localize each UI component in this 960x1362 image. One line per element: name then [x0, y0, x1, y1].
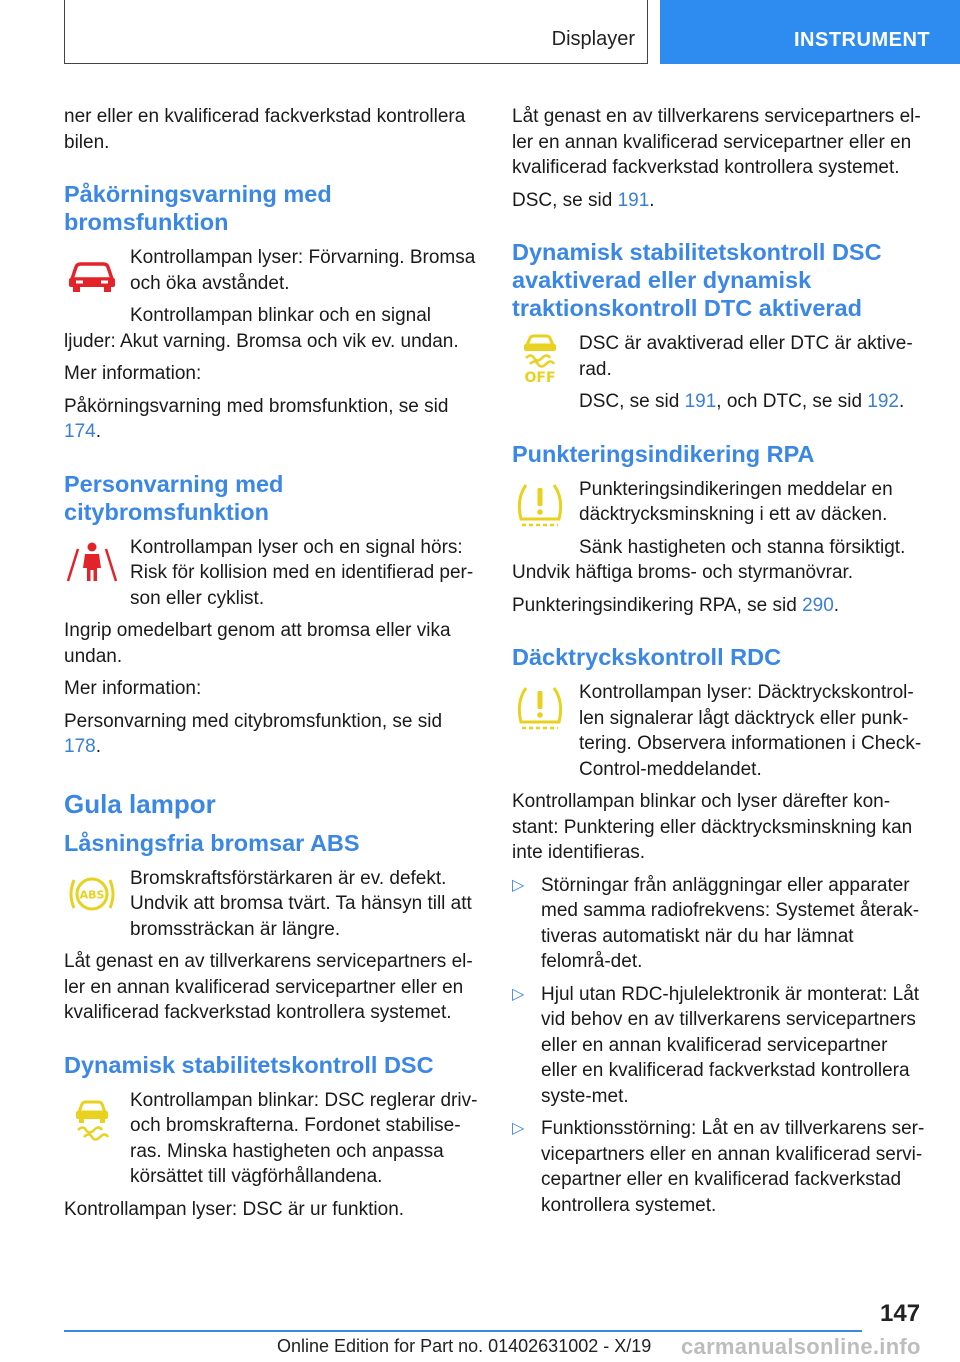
tire-pressure-warning-icon: [512, 479, 568, 531]
list-item-text: Störningar från anläggningar eller apparater med samma radiofrekvens: Systemet återak-tiveras automatiskt när du har lämnat felområ-det.: [541, 874, 920, 972]
paragraph-text: DSC, se sid: [512, 189, 618, 211]
section-title: Däcktryckskontroll RDC: [512, 644, 782, 670]
section-title: Påkörningsvarning med bromsfunktion: [64, 181, 332, 235]
page-reference-link[interactable]: 178: [64, 736, 96, 757]
paragraph: Kontrollampan blinkar: DSC reglerar driv- och bromskrafterna. Fordonet stabilise-ras. Minska hastigheten och anpassa körsättet till vägförhållandena.: [130, 1089, 478, 1187]
paragraph: Kontrollampan lyser: Förvarning. Bromsa och öka avståndet.: [130, 247, 476, 294]
header-section-box: [64, 0, 648, 64]
page-number: 147: [880, 1300, 921, 1327]
paragraph: Låt genast en av tillverkarens servicepartners el-ler en annan kvalificerad servicepartner eller en kvalificerad fackverkstad kontrollera systemet.: [64, 951, 473, 1023]
triangle-bullet-icon: ▷: [512, 985, 525, 1003]
triangle-bullet-icon: ▷: [512, 1120, 525, 1137]
collision-warning-car-icon: [64, 247, 120, 299]
paragraph: Punkteringsindikeringen meddelar en däcktrycksminskning i ett av däcken.: [579, 478, 893, 525]
section-title: Dynamisk stabilitetskontroll DSC: [64, 1051, 434, 1078]
svg-text:ABS: ABS: [79, 888, 105, 901]
paragraph: Kontrollampan lyser: Däcktryckskontrol-len signalerar lågt däcktryck eller punk-tering. Observera informationen i Check-Control-meddelandet.: [579, 682, 922, 780]
page-reference-link[interactable]: 174: [64, 421, 96, 442]
paragraph-with-links: DSC, se sid 191, och DTC, se sid 192.: [579, 391, 905, 412]
abs-warning-icon: [64, 868, 120, 920]
warning-entry: [512, 680, 928, 782]
paragraph-with-link: Påkörningsvarning med bromsfunktion, se sid 174.: [64, 395, 449, 442]
list-item-text: Funktionsstörning: Låt en av tillverkarens ser-vicepartners eller en annan kvalificerad servi-cepartner eller en kvalificerad fackverkstad kontrollera systemet.: [541, 1118, 925, 1216]
paragraph: Kontrollampan lyser och en signal hörs: Risk för kollision med en identifierad per-son eller cyklist.: [130, 536, 474, 609]
footer-edition: Online Edition for Part no. 01402631002 - X/19: [277, 1336, 652, 1356]
warning-entry: [64, 866, 478, 943]
list-item: [512, 1116, 928, 1218]
paragraph: Mer information:: [64, 678, 202, 699]
paragraph-text: Punkteringsindikering RPA, se sid: [512, 594, 803, 616]
svg-text:OFF: OFF: [524, 370, 556, 385]
paragraph: Låt genast en av tillverkarens servicepartners el-ler en annan kvalificerad servicepartner eller en kvalificerad fackverkstad kontrollera systemet.: [512, 106, 921, 178]
paragraph: Ingrip omedelbart genom att bromsa eller vika undan.: [64, 620, 451, 667]
paragraph: Kontrollampan blinkar och en signal ljuder: Akut varning. Bromsa och vik ev. undan.: [64, 305, 459, 352]
page-reference-link[interactable]: 191: [617, 189, 650, 211]
footer-divider: [64, 1330, 862, 1332]
warning-entry: [512, 331, 928, 415]
paragraph-with-link: DSC, se sid 191.: [512, 189, 655, 211]
paragraph-text: Påkörningsvarning med bromsfunktion, se sid: [64, 395, 449, 417]
section-title: Dynamisk stabilitetskontroll DSC avaktiverad eller dynamisk traktionskontroll DTC aktiverad: [512, 239, 882, 321]
right-column: [512, 104, 928, 1225]
paragraph: Bromskraftsförstärkaren är ev. defekt. Undvik att bromsa tvärt. Ta hänsyn till att bromssträckan är längre.: [130, 867, 472, 940]
paragraph: Sänk hastigheten och stanna försiktigt. Undvik häftiga broms- och styrmanövrar.: [512, 536, 906, 583]
section-title: Låsningsfria bromsar ABS: [64, 829, 360, 856]
list-item: [512, 982, 928, 1110]
header-chapter-label: INSTRUMENT: [794, 29, 931, 51]
dsc-off-icon: [512, 333, 568, 385]
bullet-list: [512, 873, 928, 1219]
tire-pressure-monitor-icon: [512, 682, 568, 734]
header-section-label: Displayer: [551, 28, 635, 50]
page-reference-link[interactable]: 192: [867, 391, 899, 412]
paragraph-with-link: Punkteringsindikering RPA, se sid 290.: [512, 594, 840, 616]
page-reference-link[interactable]: 290: [802, 594, 834, 616]
list-item-text: Hjul utan RDC-hjulelektronik är monterat: Låt vid behov en av tillverkarens servicepartners eller en annan kvalificerad servicepartner eller en kvalificerad fackverkstad kontrollera syste-met.: [541, 983, 920, 1107]
triangle-bullet-icon: ▷: [512, 876, 525, 894]
pedestrian-warning-icon: [64, 537, 120, 589]
warning-entry: [64, 1088, 478, 1190]
paragraph: ner eller en kvalificerad fackverkstad kontrollera bilen.: [64, 106, 466, 153]
paragraph-with-link: Personvarning med citybromsfunktion, se sid 178.: [64, 710, 443, 757]
paragraph-text: , och DTC, se sid: [716, 391, 868, 412]
page-reference-link[interactable]: 191: [684, 391, 717, 412]
chapter-heading: Gula lampor: [64, 788, 216, 819]
paragraph: DSC är avaktiverad eller DTC är aktive-rad.: [579, 333, 913, 380]
left-column: [64, 104, 478, 1229]
paragraph: Kontrollampan blinkar och lyser därefter kon-stant: Punktering eller däcktrycksminskning kan inte identifieras.: [512, 791, 913, 863]
section-title: Personvarning med citybromsfunktion: [64, 470, 284, 525]
warning-entry: [512, 477, 928, 528]
footer-watermark: carmanualsonline.info: [681, 1334, 921, 1359]
header-chapter-tab: [660, 0, 960, 64]
paragraph-text: Personvarning med citybromsfunktion, se sid: [64, 710, 443, 732]
warning-entry: [64, 245, 478, 296]
list-item: [512, 873, 928, 975]
section-title: Punkteringsindikering RPA: [512, 440, 815, 467]
dsc-stability-icon: [64, 1090, 120, 1142]
warning-entry: [64, 535, 478, 612]
paragraph-text: DSC, se sid: [579, 391, 685, 412]
paragraph: Mer information:: [64, 363, 202, 384]
paragraph: Kontrollampan lyser: DSC är ur funktion.: [64, 1198, 405, 1220]
